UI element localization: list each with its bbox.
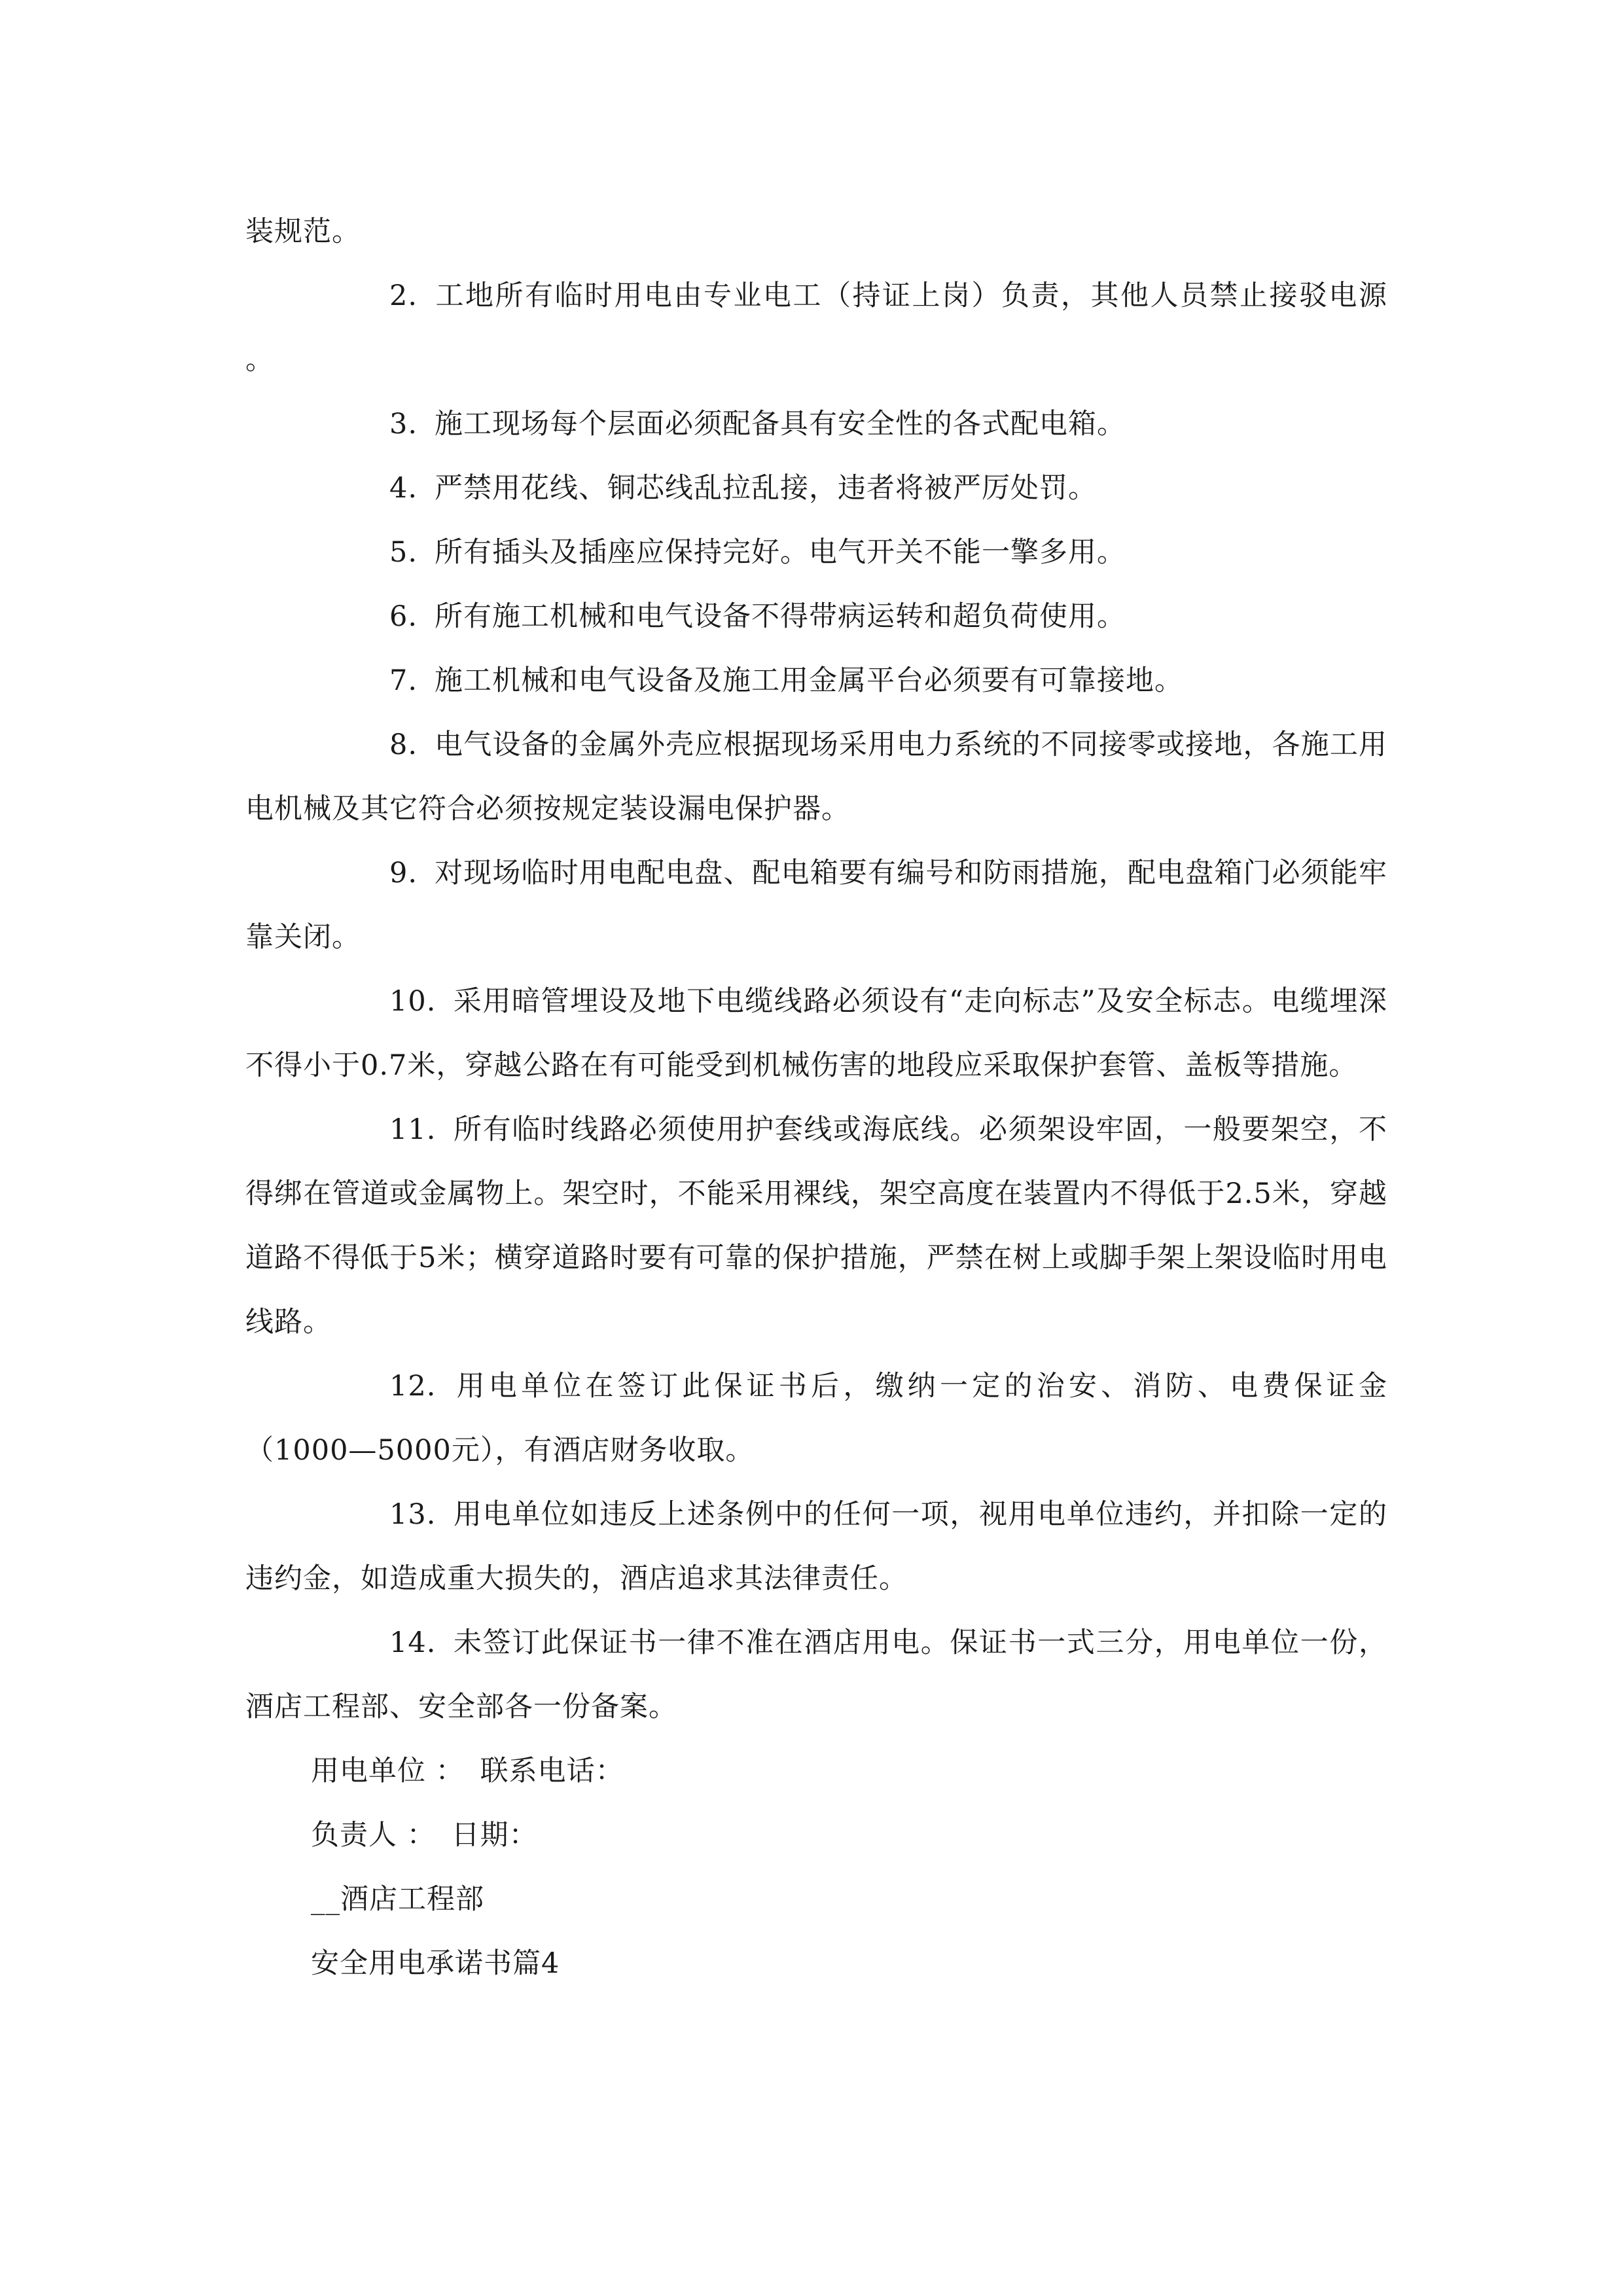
clause-item: [245, 1482, 1387, 1611]
clause-text: 电气设备的金属外壳应根据现场采用电力系统的不同接零或接地，各施工用电机械及其它符合必须按规定装设漏电保护器。: [245, 728, 1387, 825]
person-label: 负责人 ：: [311, 1819, 436, 1852]
unit-label: 用电单位 ：: [311, 1755, 465, 1787]
clause-item: [245, 649, 1387, 713]
clause-text: 对现场临时用电配电盘、配电箱要有编号和防雨措施，配电盘箱门必须能牢靠关闭。: [245, 857, 1387, 954]
clause-text: 用电单位如违反上述条例中的任何一项，视用电单位违约，并扣除一定的违约金，如造成重大损失的，酒店追求其法律责任。: [245, 1498, 1387, 1595]
clause-item: [245, 1098, 1387, 1354]
clause-number: 2.: [389, 279, 418, 312]
signature-unit-line: [245, 1739, 1387, 1803]
clause-item: [245, 456, 1387, 520]
clause-item: [245, 713, 1387, 841]
clause-number: 11.: [389, 1113, 437, 1146]
clause-text: 未签订此保证书一律不准在酒店用电。保证书一式三分，用电单位一份，酒店工程部、安全部各一份备案。: [245, 1626, 1387, 1723]
clause-item: [245, 1611, 1387, 1739]
clause-text: 所有插头及插座应保持完好。电气开关不能一擎多用。: [435, 536, 1126, 569]
clause-text: 严禁用花线、铜芯线乱拉乱接，违者将被严厉处罚。: [435, 472, 1097, 505]
clause-item: [245, 1354, 1387, 1482]
clause-number: 5.: [389, 536, 418, 569]
clause-number: 14.: [389, 1626, 437, 1659]
clause-number: 13.: [389, 1498, 437, 1531]
clause-list: [245, 264, 1387, 1739]
signature-person-line: [245, 1803, 1387, 1867]
phone-label: 联系电话：: [480, 1755, 624, 1787]
clause-text: 工地所有临时用电由专业电工（持证上岗）负责，其他人员禁止接驳电源 。: [245, 279, 1387, 376]
clause-item: [245, 264, 1387, 392]
clause-text: 施工机械和电气设备及施工用金属平台必须要有可靠接地。: [435, 664, 1184, 697]
clause-text: 施工现场每个层面必须配备具有安全性的各式配电箱。: [435, 408, 1126, 440]
clause-number: 4.: [389, 472, 418, 505]
clause-item: [245, 392, 1387, 456]
clause-number: 9.: [389, 857, 418, 889]
clause-text: 所有临时线路必须使用护套线或海底线。必须架设牢固，一般要架空，不得绑在管道或金属物上。架空时，不能采用裸线，架空高度在装置内不得低于2.5米，穿越道路不得低于5米；横穿道路时要有可靠的保护措施，严禁在树上或脚手架上架设临时用电线路。: [245, 1113, 1387, 1338]
clause-item: [245, 584, 1387, 649]
clause-number: 8.: [389, 728, 418, 761]
clause-item: [245, 520, 1387, 584]
clause-text: 用电单位在签订此保证书后，缴纳一定的治安、消防、电费保证金（1000—5000元），有酒店财务收取。: [245, 1370, 1387, 1467]
document-body: [245, 200, 1387, 1996]
clause-number: 7.: [389, 664, 418, 697]
clause-number: 3.: [389, 408, 418, 440]
clause-text: 所有施工机械和电气设备不得带病运转和超负荷使用。: [435, 600, 1126, 633]
date-label: 日期：: [451, 1819, 538, 1852]
clause-text: 采用暗管埋设及地下电缆线路必须设有“走向标志”及安全标志。电缆埋深不得小于0.7米，穿越公路在有可能受到机械伤害的地段应采取保护套管、盖板等措施。: [245, 985, 1387, 1082]
clause-number: 12.: [389, 1370, 437, 1403]
clause-item: [245, 969, 1387, 1098]
department-line: __酒店工程部: [311, 1883, 484, 1916]
continuation-text: 装规范。: [245, 215, 361, 248]
clause-number: 10.: [389, 985, 437, 1018]
next-section-heading: 安全用电承诺书篇4: [311, 1947, 560, 1980]
clause-item: [245, 841, 1387, 969]
clause-number: 6.: [389, 600, 418, 633]
